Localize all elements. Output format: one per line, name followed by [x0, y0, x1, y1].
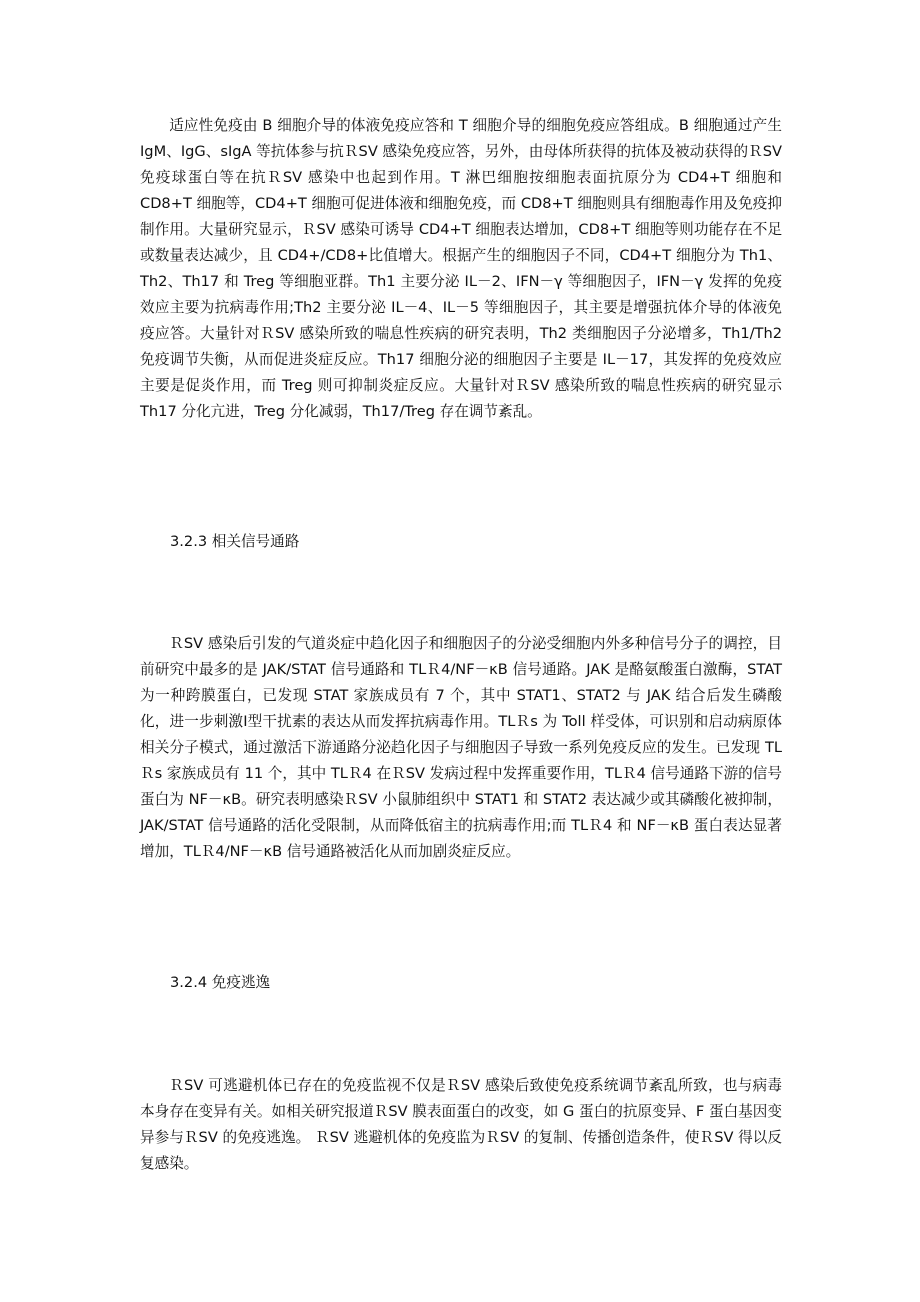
section-heading-signaling-pathways: 3.2.3 相关信号通路 — [170, 533, 300, 550]
section-heading-immune-evasion: 3.2.4 免疫逃逸 — [170, 974, 271, 991]
paragraph-signaling-pathways: ＲSV 感染后引发的气道炎症中趋化因子和细胞因子的分泌受细胞内外多种信号分子的调控，目前研究中最多的是 JAK/STAT 信号通路和 TLＲ4/NF－κB 信号通路。JAK 是酪氨酸蛋白激酶，STAT 为一种跨膜蛋白，已发现 STAT 家族成员有 7 个，其中 STAT1、STAT2 与 JAK 结合后发生磷酸化，进一步刺激Ⅰ型干扰素的表达从而发挥抗病毒作用。TLＲs 为 Toll 样受体，可识别和启动病原体相关分子模式，通过激活下游通路分泌趋化因子与细胞因子导致一系列免疫反应的发生。已发现 TLＲs 家族成员有 11 个，其中 TLＲ4 在ＲSV 发病过程中发挥重要作用，TLＲ4 信号通路下游的信号蛋白为 NF－κB。研究表明感染ＲSV 小鼠肺组织中 STAT1 和 STAT2 表达减少或其磷酸化被抑制，JAK/STAT 信号通路的活化受限制，从而降低宿主的抗病毒作用;而 TLＲ4 和 NF－κB 蛋白表达显著增加，TLＲ4/NF－κB 信号通路被活化从而加剧炎症反应。 — [140, 635, 782, 860]
paragraph-immune-evasion: ＲSV 可逃避机体已存在的免疫监视不仅是ＲSV 感染后致使免疫系统调节紊乱所致，也与病毒本身存在变异有关。如相关研究报道ＲSV 膜表面蛋白的改变，如 G 蛋白的抗原变异、F 蛋白基因变异参与ＲSV 的免疫逃逸。 ＲSV 逃避机体的免疫监为ＲSV 的复制、传播创造条件，使ＲSV 得以反复感染。 — [140, 1077, 782, 1172]
paragraph-adaptive-immunity: 适应性免疫由 B 细胞介导的体液免疫应答和 T 细胞介导的细胞免疫应答组成。B 细胞通过产生 IgM、IgG、sIgA 等抗体参与抗ＲSV 感染免疫应答，另外，由母体所获得的抗体及被动获得的ＲSV 免疫球蛋白等在抗ＲSV 感染中也起到作用。T 淋巴细胞按细胞表面抗原分为 CD4+T 细胞和 CD8+T 细胞等，CD4+T 细胞可促进体液和细胞免疫，而 CD8+T 细胞则具有细胞毒作用及免疫抑制作用。大量研究显示，ＲSV 感染可诱导 CD4+T 细胞表达增加，CD8+T 细胞等则功能存在不足或数量表达减少，且 CD4+/CD8+比值增大。根据产生的细胞因子不同，CD4+T 细胞分为 Th1、Th2、Th17 和 Treg 等细胞亚群。Th1 主要分泌 IL－2、IFN－γ 等细胞因子，IFN－γ 发挥的免疫效应主要为抗病毒作用;Th2 主要分泌 IL－4、IL－5 等细胞因子，其主要是增强抗体介导的体液免疫应答。大量针对ＲSV 感染所致的喘息性疾病的研究表明，Th2 类细胞因子分泌增多，Th1/Th2 免疫调节失衡，从而促进炎症反应。Th17 细胞分泌的细胞因子主要是 IL－17，其发挥的免疫效应主要是促炎作用，而 Treg 则可抑制炎症反应。大量针对ＲSV 感染所致的喘息性疾病的研究显示 Th17 分化亢进，Treg 分化减弱，Th17/Treg 存在调节紊乱。 — [140, 117, 782, 420]
